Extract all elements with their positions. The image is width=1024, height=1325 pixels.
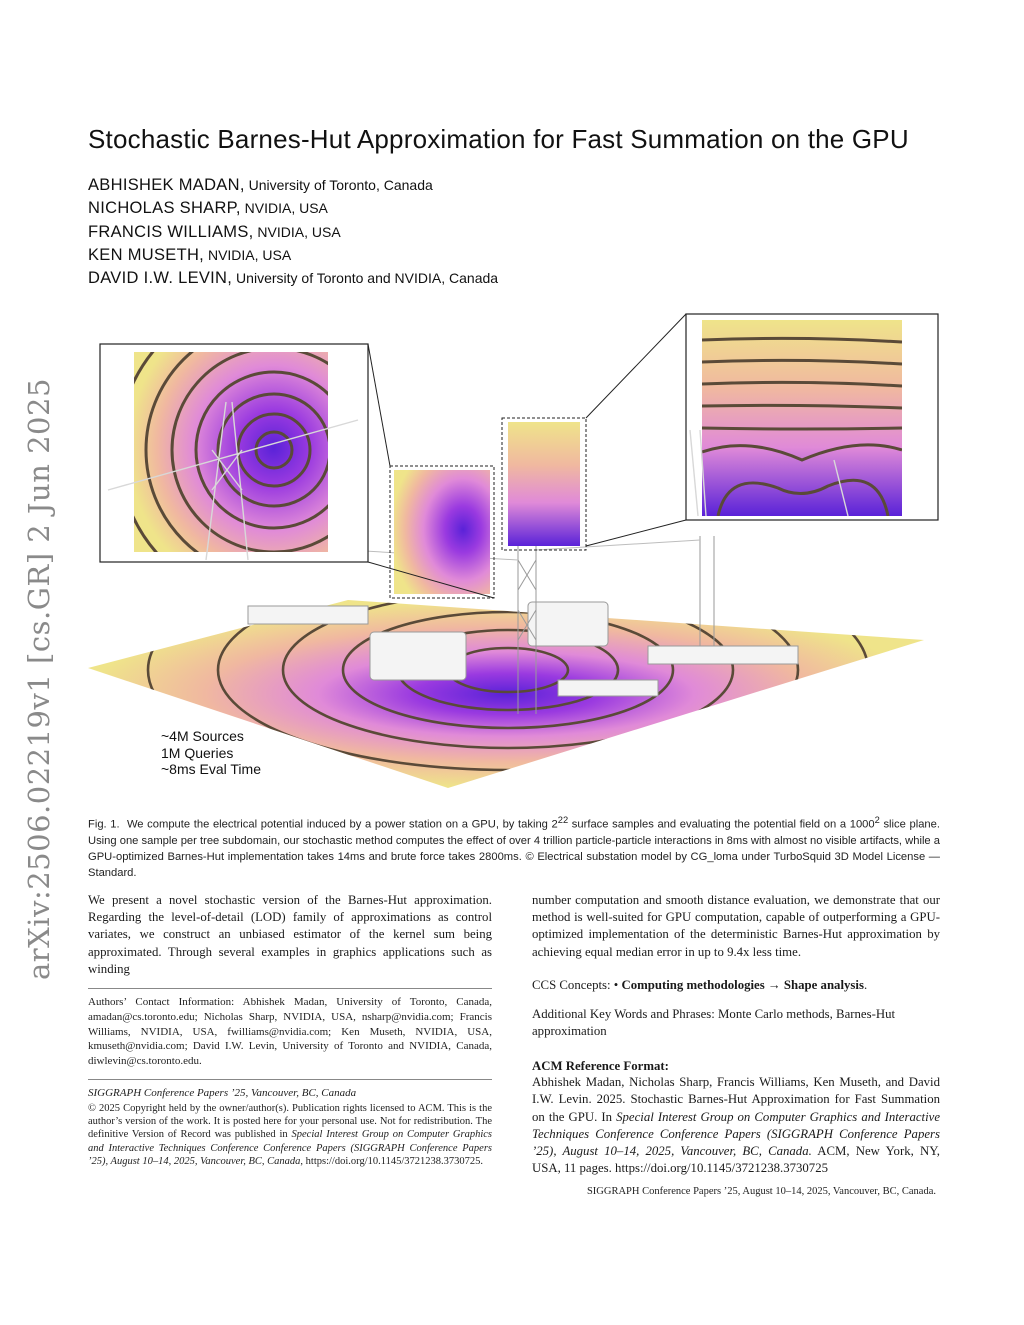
paper-title: Stochastic Barnes-Hut Approximation for Fast Summation on the GPU	[88, 124, 909, 154]
caption-exponent: 2	[874, 815, 880, 825]
acm-reference-text: Abhishek Madan, Nicholas Sharp, Francis Williams, Ken Museth, and David I.W. Levin. 2025. Stochastic Barnes-Hut Approximation for Fast Summation on the GPU. In	[532, 1075, 940, 1124]
figure-stats	[161, 728, 261, 778]
caption-text: We compute the electrical potential induced by a power station on a GPU, by taking 2	[126, 818, 558, 831]
acm-reference-doi: ACM, New York, NY, USA, 11 pages. https://doi.org/10.1145/3721238.3730725	[532, 1144, 940, 1176]
author-affiliation: University of Toronto and NVIDIA, Canada	[232, 270, 499, 287]
author-entry	[88, 221, 498, 244]
author-entry	[88, 267, 498, 290]
acm-reference-venue: Special Interest Group on Computer Graphics and Interactive Techniques Conference Conference Papers (SIGGRAPH Conference Papers ’25), August 10–14, 2025, Vancouver, BC, Canada.	[532, 1109, 940, 1159]
venue-line: SIGGRAPH Conference Papers ’25, Vancouver, BC, Canada	[88, 1087, 357, 1099]
right-column	[532, 892, 940, 1177]
caption-text: surface samples and evaluating the potential field on a 1000	[568, 818, 875, 831]
left-column	[88, 892, 492, 1168]
author-contact-info: Authors’ Contact Information: Abhishek Madan, University of Toronto, Canada, amadan@cs.toronto.edu; Nicholas Sharp, NVIDIA, USA, nsharp@nvidia.com; Francis Williams, NVIDIA, USA, fwilliams@nvidia.com; Ken Museth, NVIDIA, USA, kmuseth@nvidia.com; David I.W. Levin, University of Toronto and NVIDIA, Canada, diwlevin@cs.toronto.edu.	[88, 996, 492, 1068]
acm-reference	[532, 1074, 940, 1177]
author-entry	[88, 197, 498, 220]
abstract-right: number computation and smooth distance evaluation, we demonstrate that our method is well-suited for GPU computation, capable of outperforming a GPU-optimized implementation of the deterministic Barnes-Hut approximation by achieving equal median error in up to 9.4x less time.	[532, 893, 940, 959]
copyright-venue: Special Interest Group on Computer Graphics and Interactive Techniques Conference Conference Papers (SIGGRAPH Conference Papers ’25), August 10–14, 2025, Vancouver, BC, Canada	[88, 1129, 492, 1167]
author-entry	[88, 244, 498, 267]
stat-eval-time: ~8ms Eval Time	[161, 761, 261, 777]
figure-caption	[88, 812, 940, 881]
author-affiliation: NVIDIA, USA	[204, 246, 292, 263]
caption-exponent: 22	[557, 815, 569, 825]
ccs-concept: Computing methodologies → Shape analysis	[621, 977, 864, 992]
divider	[88, 988, 492, 989]
author-name: KEN MUSETH,	[88, 245, 205, 264]
keywords: Additional Key Words and Phrases: Monte Carlo methods, Barnes-Hut approximation	[532, 1006, 896, 1039]
copyright-notice	[88, 1102, 492, 1168]
author-name: NICHOLAS SHARP,	[88, 199, 241, 218]
ccs-suffix: .	[863, 977, 868, 992]
author-name: ABHISHEK MADAN,	[88, 176, 245, 194]
stat-queries: 1M Queries	[161, 744, 234, 761]
author-affiliation: NVIDIA, USA	[240, 200, 328, 217]
page-footer: SIGGRAPH Conference Papers ’25, August 10–14, 2025, Vancouver, BC, Canada.	[586, 1186, 936, 1197]
author-name: FRANCIS WILLIAMS,	[88, 222, 254, 241]
arxiv-identifier: arXiv:2506.02219v1 [cs.GR] 2 Jun 2025	[22, 378, 56, 980]
acm-reference-heading: ACM Reference Format:	[532, 1059, 669, 1074]
left-inset-slice	[134, 352, 328, 552]
author-entry	[88, 174, 498, 197]
caption-label: Fig. 1.	[88, 818, 120, 831]
caption-text: slice plane. Using one sample per tree subdomain, our stochastic method computes the effect of over 4 trillion particle-particle interactions in 8ms with almost no visible artifacts, while a GPU-optimized Barnes-Hut implementation takes 14ms and brute force takes 2800ms. © Electrical substation model by CG_loma under TurboSquid 3D Model License — Standard.	[88, 818, 940, 879]
ccs-prefix: CCS Concepts: •	[532, 977, 622, 992]
figure-illustration	[88, 310, 948, 800]
author-affiliation: NVIDIA, USA	[253, 223, 341, 240]
stat-sources: ~4M Sources	[161, 728, 244, 744]
scene-slice-left	[394, 470, 490, 594]
author-affiliation: University of Toronto, Canada	[244, 177, 433, 193]
author-name: DAVID I.W. LEVIN,	[88, 269, 233, 288]
copyright-doi: , https://doi.org/10.1145/3721238.3730725.	[300, 1155, 484, 1167]
teaser-figure	[88, 310, 948, 800]
author-list	[88, 174, 498, 290]
scene-slice-right	[508, 422, 580, 546]
ccs-concepts	[532, 977, 940, 994]
divider	[88, 1079, 492, 1080]
copyright-text: © 2025 Copyright held by the owner/author(s). Publication rights licensed to ACM. This is the author’s version of the work. It is posted here for your personal use. Not for redistribution. The definitive Version of Record was published in	[88, 1103, 492, 1141]
abstract-left: We present a novel stochastic version of the Barnes-Hut approximation. Regarding the level-of-detail (LOD) family of approximations as control variates, we construct an unbiased estimator of the kernel sum being approximated. Through several examples in graphics applications such as winding	[88, 893, 492, 976]
